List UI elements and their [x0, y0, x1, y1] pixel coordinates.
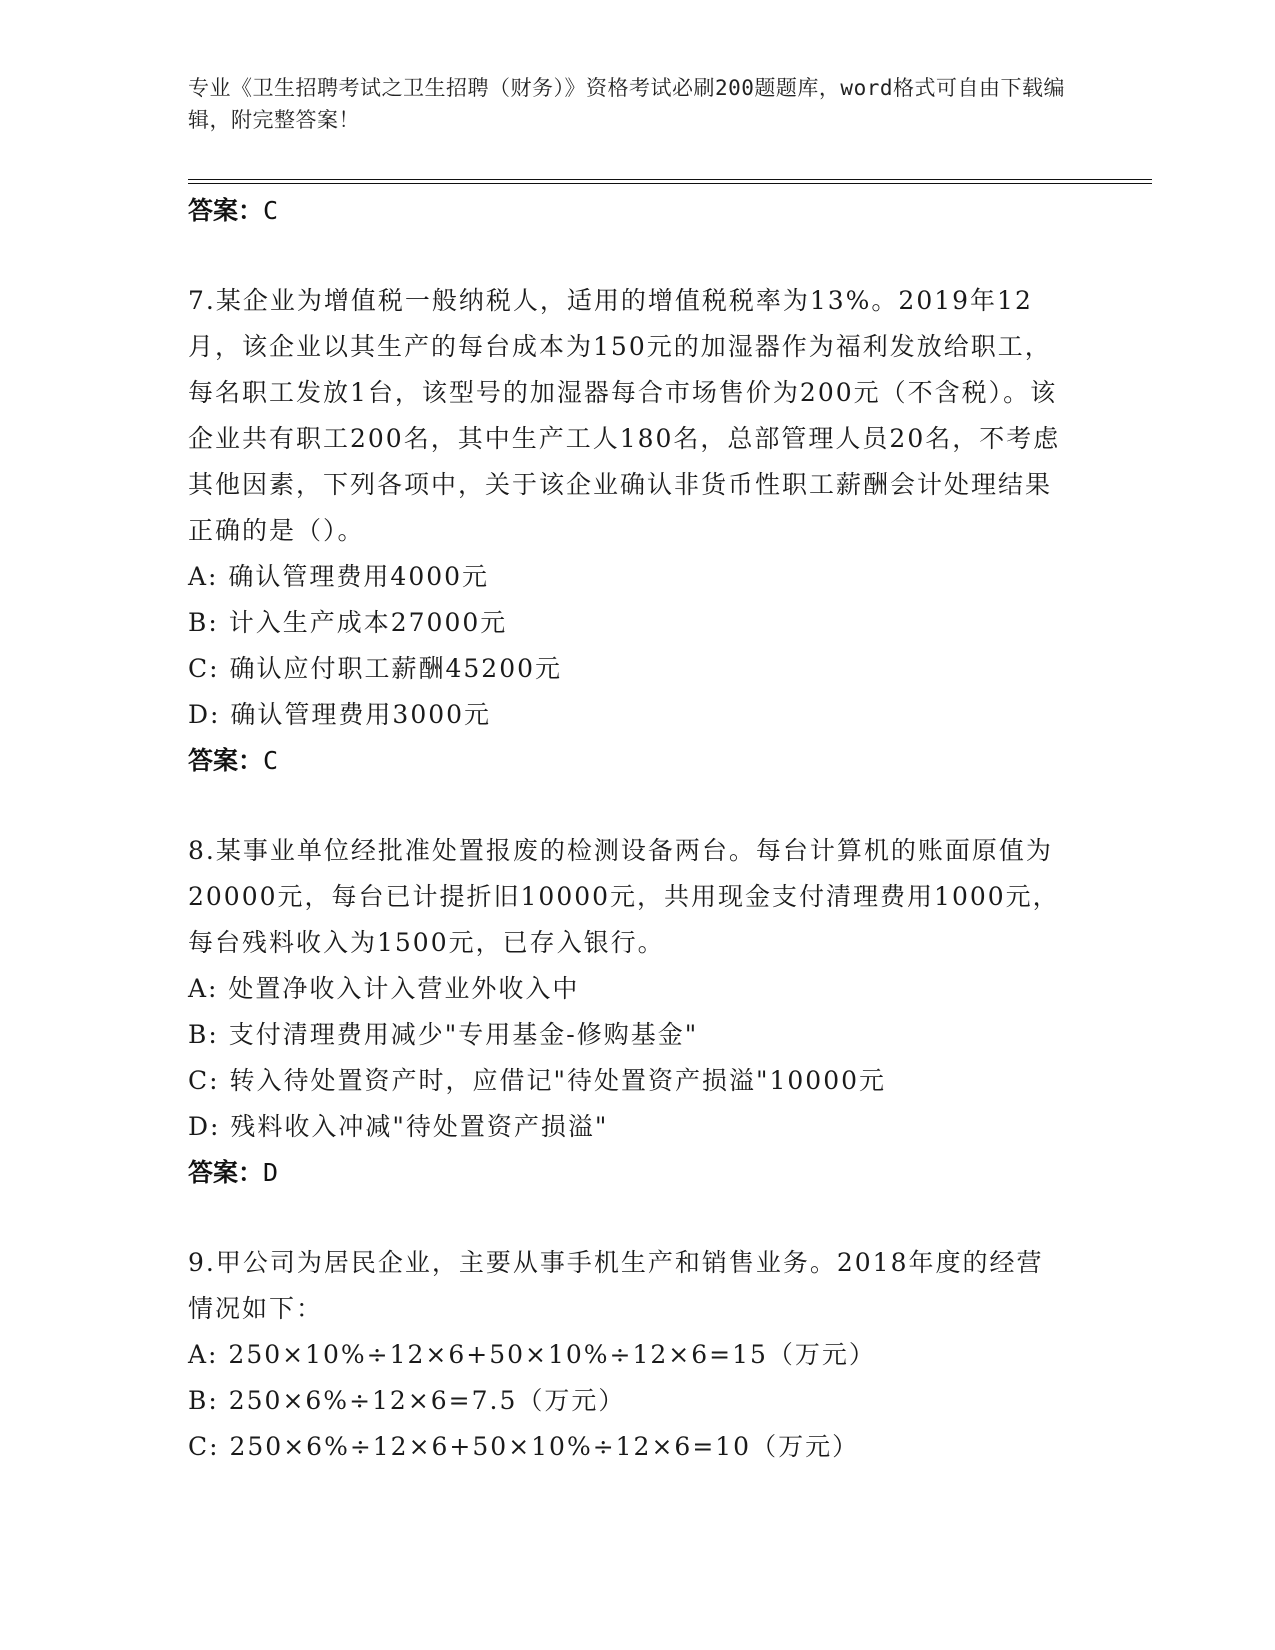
option-c: C: 确认应付职工薪酬45200元	[188, 654, 563, 683]
header-divider	[188, 179, 1152, 184]
option-b: B: 计入生产成本27000元	[188, 608, 508, 637]
answer-label: 答案：	[188, 196, 264, 225]
question-text: 9.甲公司为居民企业，主要从事手机生产和销售业务。2018年度的经营情况如下：	[188, 1248, 1044, 1323]
answer-line	[188, 1150, 1088, 1196]
answer-label: 答案：	[188, 746, 264, 775]
option-b: B: 支付清理费用减少"专用基金-修购基金"	[188, 1020, 699, 1049]
answer-line	[188, 738, 1088, 784]
answer-label: 答案：	[188, 1158, 264, 1187]
question-text: 8.某事业单位经批准处置报废的检测设备两台。每台计算机的账面原值为20000元，每台已计提折旧10000元，共用现金支付清理费用1000元，每台残料收入为1500元，已存入银行。	[188, 836, 1060, 957]
option-a: A: 处置净收入计入营业外收入中	[188, 974, 580, 1003]
question-text: 7.某企业为增值税一般纳税人，适用的增值税税率为13%。2019年12月，该企业以其生产的每台成本为150元的加湿器作为福利发放给职工，每名职工发放1台，该型号的加湿器每合市场售价为200元（不含税）。该企业共有职工200名，其中生产工人180名，总部管理人员20名，不考虑其他因素，下列各项中，关于该企业确认非货币性职工薪酬会计处理结果正确的是（）。	[188, 286, 1061, 545]
answer-value: C	[263, 746, 279, 775]
header-title: 专业《卫生招聘考试之卫生招聘（财务）》资格考试必刷200题题库，word格式可自由下载编辑，附完整答案！	[188, 76, 1065, 132]
question-9	[188, 1240, 1088, 1470]
document-header	[188, 72, 1068, 136]
document-body	[188, 188, 1088, 1470]
answer-value: C	[263, 196, 279, 225]
question-8	[188, 828, 1088, 1196]
answer-line	[188, 188, 1088, 234]
option-b: B: 250×6%÷12×6=7.5（万元）	[188, 1386, 626, 1415]
option-d: D: 确认管理费用3000元	[188, 700, 492, 729]
answer-value: D	[263, 1158, 279, 1187]
option-a: A: 250×10%÷12×6+50×10%÷12×6=15（万元）	[188, 1340, 876, 1369]
option-a: A: 确认管理费用4000元	[188, 562, 490, 591]
option-c: C: 转入待处置资产时，应借记"待处置资产损溢"10000元	[188, 1066, 887, 1095]
option-c: C: 250×6%÷12×6+50×10%÷12×6=10（万元）	[188, 1432, 860, 1461]
option-d: D: 残料收入冲减"待处置资产损溢"	[188, 1112, 609, 1141]
question-7	[188, 278, 1088, 784]
